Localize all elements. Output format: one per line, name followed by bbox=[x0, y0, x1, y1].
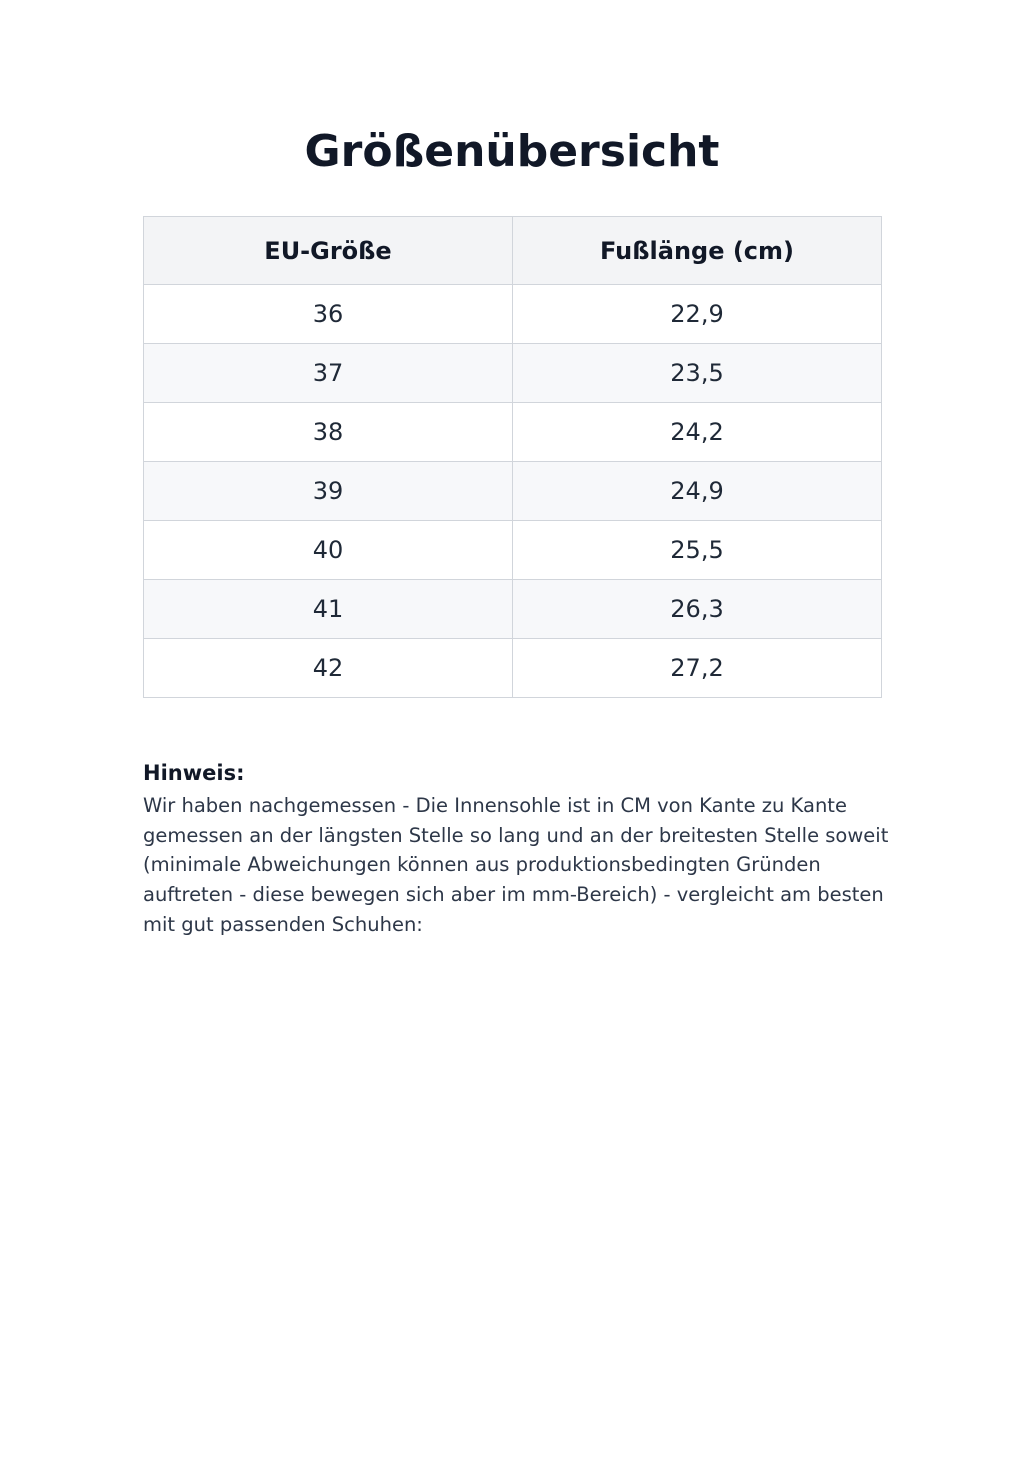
table-row bbox=[144, 344, 882, 403]
table-row bbox=[144, 521, 882, 580]
table-row bbox=[144, 462, 882, 521]
eu-size-cell: 39 bbox=[144, 462, 513, 521]
foot-length-cell: 27,2 bbox=[513, 639, 882, 698]
note-heading: Hinweis: bbox=[143, 761, 245, 785]
page-title: Größenübersicht bbox=[304, 126, 720, 177]
eu-size-cell: 37 bbox=[144, 344, 513, 403]
table-header-row bbox=[144, 217, 882, 285]
eu-size-cell: 36 bbox=[144, 285, 513, 344]
column-header-foot-length: Fußlänge (cm) bbox=[513, 217, 882, 285]
eu-size-cell: 41 bbox=[144, 580, 513, 639]
note-text: Wir haben nachgemessen - Die Innensohle ist in CM von Kante zu Kante gemessen an der längsten Stelle so lang und an der breitesten Stelle soweit (minimale Abweichungen können aus produktionsbedingten Gründen auftreten - diese bewegen sich aber im mm-Bereich) - vergleicht am besten mit gut passenden Schuhen: bbox=[143, 794, 889, 936]
table-body bbox=[144, 285, 882, 698]
eu-size-cell: 42 bbox=[144, 639, 513, 698]
foot-length-cell: 23,5 bbox=[513, 344, 882, 403]
eu-size-cell: 40 bbox=[144, 521, 513, 580]
foot-length-cell: 25,5 bbox=[513, 521, 882, 580]
foot-length-cell: 22,9 bbox=[513, 285, 882, 344]
column-header-eu-size: EU-Größe bbox=[144, 217, 513, 285]
table-row bbox=[144, 403, 882, 462]
eu-size-cell: 38 bbox=[144, 403, 513, 462]
table-row bbox=[144, 639, 882, 698]
size-chart-table bbox=[143, 216, 882, 698]
table-header bbox=[144, 217, 882, 285]
foot-length-cell: 24,2 bbox=[513, 403, 882, 462]
table-row bbox=[144, 580, 882, 639]
foot-length-cell: 24,9 bbox=[513, 462, 882, 521]
table-row bbox=[144, 285, 882, 344]
foot-length-cell: 26,3 bbox=[513, 580, 882, 639]
